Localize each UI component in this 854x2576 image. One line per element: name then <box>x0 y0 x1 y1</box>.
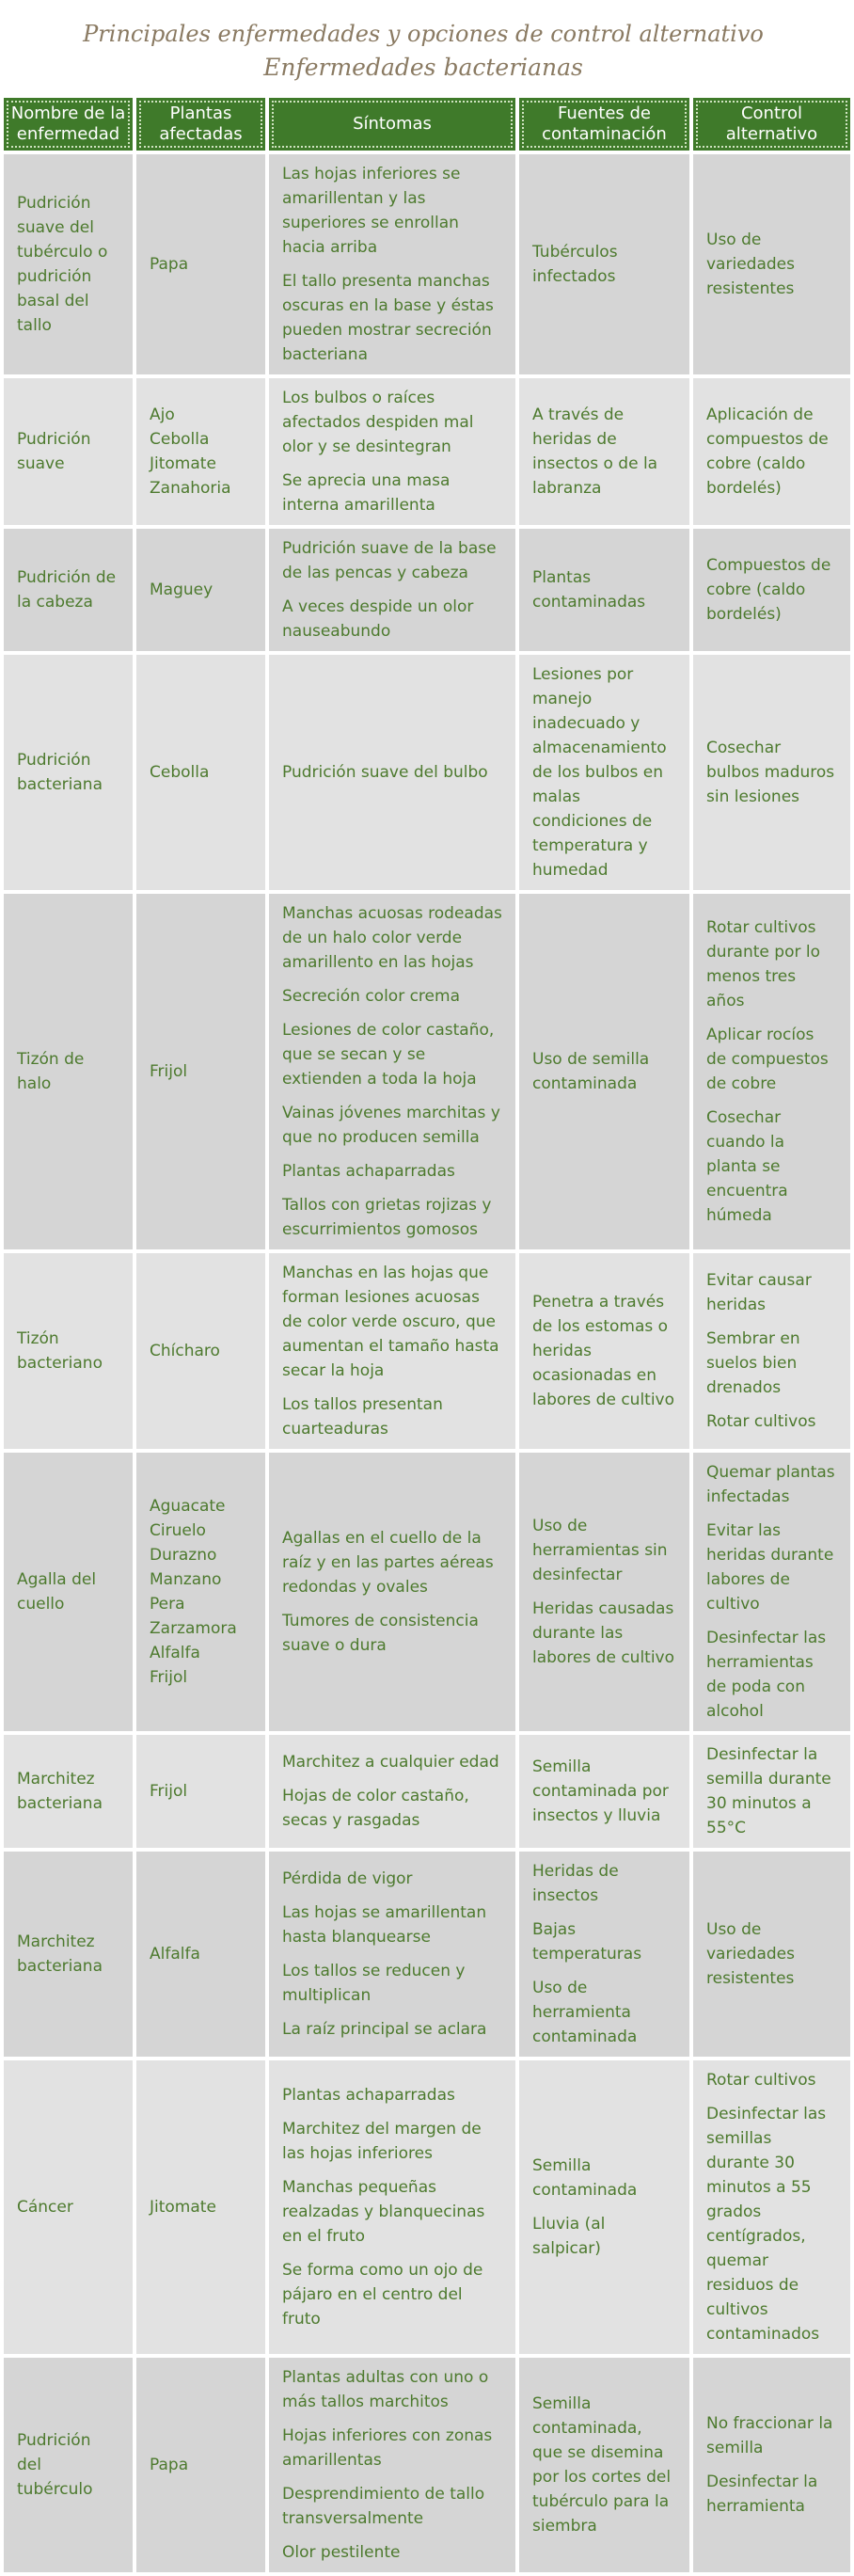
symptoms-item: Los bulbos o raíces afectados despiden mal olor y se desintegran <box>282 389 474 456</box>
symptoms-cell <box>269 655 515 890</box>
symptoms-item: Manchas pequeñas realzadas y blanquecinas en el fruto <box>282 2178 485 2246</box>
symptoms-item: Agallas en el cuello de la raíz y en las partes aéreas redondas y ovales <box>282 1529 494 1597</box>
control-cell <box>693 1453 850 1731</box>
affected-plants <box>136 1735 265 1848</box>
control-item: Compuestos de cobre (caldo bordelés) <box>706 556 831 624</box>
symptoms-cell <box>269 894 515 1249</box>
affected-plants <box>136 1453 265 1731</box>
disease-name: Marchitez bacteriana <box>4 1735 133 1848</box>
sources-cell <box>519 2060 689 2354</box>
sources-item: Semilla contaminada por insectos y lluvia <box>532 1757 669 1825</box>
sources-item: Tubérculos infectados <box>532 243 618 286</box>
plant-name: Ajo <box>150 405 175 424</box>
symptoms-item: Secreción color crema <box>282 987 460 1006</box>
plant-name: Jitomate <box>150 454 216 473</box>
symptoms-cell <box>269 378 515 525</box>
symptoms-item: Vainas jóvenes marchitas y que no producen semilla <box>282 1104 500 1147</box>
control-item: Evitar causar heridas <box>706 1271 812 1314</box>
symptoms-cell <box>269 154 515 374</box>
control-cell <box>693 378 850 525</box>
plant-name: Alfalfa <box>150 1644 200 1662</box>
symptoms-item: Tallos con grietas rojizas y escurrimientos gomosos <box>282 1196 492 1239</box>
table-row <box>4 655 850 890</box>
symptoms-item: Plantas achaparradas <box>282 1162 455 1181</box>
header-plants: Plantas afectadas <box>136 98 265 151</box>
sources-item: Lluvia (al salpicar) <box>532 2215 606 2258</box>
affected-plants <box>136 2060 265 2354</box>
header-row <box>4 98 850 151</box>
affected-plants <box>136 894 265 1249</box>
symptoms-cell <box>269 1453 515 1731</box>
control-item: Rotar cultivos <box>706 2071 816 2090</box>
symptoms-item: Pérdida de vigor <box>282 1869 413 1888</box>
control-item: Aplicar rocíos de compuestos de cobre <box>706 1026 829 1093</box>
control-cell <box>693 1253 850 1449</box>
symptoms-item: Se forma como un ojo de pájaro en el centro del fruto <box>282 2261 483 2329</box>
plant-name: Frijol <box>150 1062 188 1081</box>
table-row <box>4 529 850 651</box>
symptoms-cell <box>269 1852 515 2057</box>
title-block <box>0 0 846 98</box>
symptoms-item: A veces despide un olor nauseabundo <box>282 597 474 641</box>
table-row <box>4 154 850 374</box>
affected-plants <box>136 1253 265 1449</box>
sources-cell <box>519 2358 689 2572</box>
sources-cell <box>519 1453 689 1731</box>
symptoms-cell <box>269 529 515 651</box>
affected-plants <box>136 1852 265 2057</box>
control-cell <box>693 2060 850 2354</box>
plant-name: Frijol <box>150 1668 188 1687</box>
sources-item: Penetra a través de los estomas o heridas ocasionadas en labores de cultivo <box>532 1293 675 1409</box>
symptoms-item: La raíz principal se aclara <box>282 2020 487 2039</box>
symptoms-item: Plantas adultas con uno o más tallos marchitos <box>282 2368 489 2411</box>
sources-item: Uso de semilla contaminada <box>532 1050 650 1093</box>
header-symptoms: Síntomas <box>269 98 515 151</box>
header-sources: Fuentes de contaminación <box>519 98 689 151</box>
sources-cell <box>519 655 689 890</box>
table-row <box>4 2060 850 2354</box>
plant-name: Frijol <box>150 1782 188 1801</box>
symptoms-item: Hojas de color castaño, secas y rasgadas <box>282 1787 469 1830</box>
plant-name: Chícharo <box>150 1342 220 1360</box>
table-row <box>4 894 850 1249</box>
table-row <box>4 1852 850 2057</box>
plant-name: Papa <box>150 255 189 274</box>
plant-name: Papa <box>150 2456 189 2474</box>
sources-item: Bajas temperaturas <box>532 1920 642 1964</box>
diseases-table <box>0 94 854 2576</box>
affected-plants <box>136 2358 265 2572</box>
disease-name: Pudrición bacteriana <box>4 655 133 890</box>
plant-name: Zarzamora <box>150 1619 237 1638</box>
symptoms-item: Las hojas se amarillentan hasta blanquearse <box>282 1903 487 1947</box>
sources-cell <box>519 1735 689 1848</box>
control-cell <box>693 1735 850 1848</box>
symptoms-item: Manchas en las hojas que forman lesiones acuosas de color verde oscuro, que aumentan el tamaño hasta secar la hoja <box>282 1264 499 1380</box>
control-cell <box>693 154 850 374</box>
symptoms-item: Manchas acuosas rodeadas de un halo color verde amarillento en las hojas <box>282 904 502 972</box>
affected-plants <box>136 378 265 525</box>
control-item: Desinfectar la herramienta <box>706 2473 818 2516</box>
symptoms-item: Las hojas inferiores se amarillentan y las superiores se enrollan hacia arriba <box>282 165 461 257</box>
sources-cell <box>519 529 689 651</box>
disease-name: Tizón bacteriano <box>4 1253 133 1449</box>
control-item: Uso de variedades resistentes <box>706 231 795 298</box>
control-item: Rotar cultivos durante por lo menos tres años <box>706 918 820 1010</box>
symptoms-item: Plantas achaparradas <box>282 2086 455 2105</box>
symptoms-item: Pudrición suave del bulbo <box>282 763 488 782</box>
sources-cell <box>519 378 689 525</box>
header-control: Control alternativo <box>693 98 850 151</box>
symptoms-cell <box>269 2358 515 2572</box>
control-item: Desinfectar las semillas durante 30 minutos a 55 grados centígrados, quemar residuos de cultivos contaminados <box>706 2105 827 2344</box>
plant-name: Maguey <box>150 580 214 599</box>
control-cell <box>693 529 850 651</box>
table-row <box>4 1253 850 1449</box>
plant-name: Aguacate <box>150 1497 226 1516</box>
plant-name: Cebolla <box>150 763 210 782</box>
symptoms-item: Se aprecia una masa interna amarillenta <box>282 471 451 515</box>
symptoms-item: Los tallos presentan cuarteaduras <box>282 1395 443 1439</box>
page-subtitle: Enfermedades bacterianas <box>263 54 583 81</box>
plant-name: Zanahoria <box>150 479 231 498</box>
affected-plants <box>136 529 265 651</box>
control-item: Sembrar en suelos bien drenados <box>706 1329 800 1397</box>
symptoms-cell <box>269 2060 515 2354</box>
disease-name: Pudrición del tubérculo <box>4 2358 133 2572</box>
sources-item: Lesiones por manejo inadecuado y almacenamiento de los bulbos en malas condiciones de temperatura y humedad <box>532 665 667 880</box>
symptoms-item: Hojas inferiores con zonas amarillentas <box>282 2426 493 2470</box>
symptoms-item: Olor pestilente <box>282 2543 401 2562</box>
control-cell <box>693 2358 850 2572</box>
sources-cell <box>519 1852 689 2057</box>
control-item: Cosechar bulbos maduros sin lesiones <box>706 739 835 806</box>
sources-item: Semilla contaminada, que se disemina por los cortes del tubérculo para la siembra <box>532 2394 672 2536</box>
plant-name: Ciruelo <box>150 1521 206 1540</box>
plant-name: Manzano <box>150 1570 222 1589</box>
sources-item: Semilla contaminada <box>532 2156 638 2200</box>
sources-item: Heridas causadas durante las labores de cultivo <box>532 1599 675 1667</box>
symptoms-item: Desprendimiento de tallo transversalmente <box>282 2485 485 2528</box>
sources-cell <box>519 1253 689 1449</box>
sources-item: Plantas contaminadas <box>532 568 646 612</box>
disease-name: Marchitez bacteriana <box>4 1852 133 2057</box>
symptoms-item: Marchitez a cualquier edad <box>282 1753 499 1772</box>
header-disease: Nombre de la enfermedad <box>4 98 133 151</box>
plant-name: Alfalfa <box>150 1945 200 1964</box>
symptoms-item: Pudrición suave de la base de las pencas y cabeza <box>282 539 497 582</box>
symptoms-item: Marchitez del margen de las hojas inferiores <box>282 2120 482 2163</box>
control-cell <box>693 655 850 890</box>
table-row <box>4 1453 850 1731</box>
plant-name: Cebolla <box>150 430 210 449</box>
sources-cell <box>519 154 689 374</box>
control-item: Desinfectar la semilla durante 30 minutos a 55°C <box>706 1745 831 1837</box>
control-item: No fraccionar la semilla <box>706 2414 833 2457</box>
disease-name: Tizón de halo <box>4 894 133 1249</box>
control-item: Rotar cultivos <box>706 1412 816 1431</box>
symptoms-cell <box>269 1735 515 1848</box>
symptoms-item: Tumores de consistencia suave o dura <box>282 1612 479 1655</box>
disease-name: Pudrición suave <box>4 378 133 525</box>
disease-name: Pudrición suave del tubérculo o pudrición basal del tallo <box>4 154 133 374</box>
affected-plants <box>136 655 265 890</box>
sources-cell <box>519 894 689 1249</box>
plant-name: Durazno <box>150 1546 217 1565</box>
symptoms-item: Lesiones de color castaño, que se secan y se extienden a toda la hoja <box>282 1021 495 1089</box>
control-item: Uso de variedades resistentes <box>706 1920 795 1988</box>
sources-item: A través de heridas de insectos o de la labranza <box>532 405 658 498</box>
plant-name: Pera <box>150 1595 185 1614</box>
control-item: Quemar plantas infectadas <box>706 1463 835 1506</box>
page-title: Principales enfermedades y opciones de control alternativo <box>83 21 764 47</box>
disease-name: Agalla del cuello <box>4 1453 133 1731</box>
sources-item: Heridas de insectos <box>532 1862 619 1905</box>
control-item: Aplicación de compuestos de cobre (caldo bordelés) <box>706 405 829 498</box>
sources-item: Uso de herramienta contaminada <box>532 1979 638 2046</box>
control-item: Cosechar cuando la planta se encuentra húmeda <box>706 1108 788 1225</box>
disease-name: Pudrición de la cabeza <box>4 529 133 651</box>
control-item: Evitar las heridas durante labores de cultivo <box>706 1521 834 1614</box>
sources-item: Uso de herramientas sin desinfectar <box>532 1517 668 1584</box>
symptoms-item: Los tallos se reducen y multiplican <box>282 1962 466 2005</box>
control-cell <box>693 1852 850 2057</box>
symptoms-cell <box>269 1253 515 1449</box>
control-item: Desinfectar las herramientas de poda con alcohol <box>706 1629 827 1721</box>
disease-name: Cáncer <box>4 2060 133 2354</box>
table-row <box>4 1735 850 1848</box>
table-row <box>4 378 850 525</box>
plant-name: Jitomate <box>150 2198 216 2217</box>
affected-plants <box>136 154 265 374</box>
table-row <box>4 2358 850 2572</box>
control-cell <box>693 894 850 1249</box>
symptoms-item: El tallo presenta manchas oscuras en la base y éstas pueden mostrar secreción bacteriana <box>282 272 494 364</box>
